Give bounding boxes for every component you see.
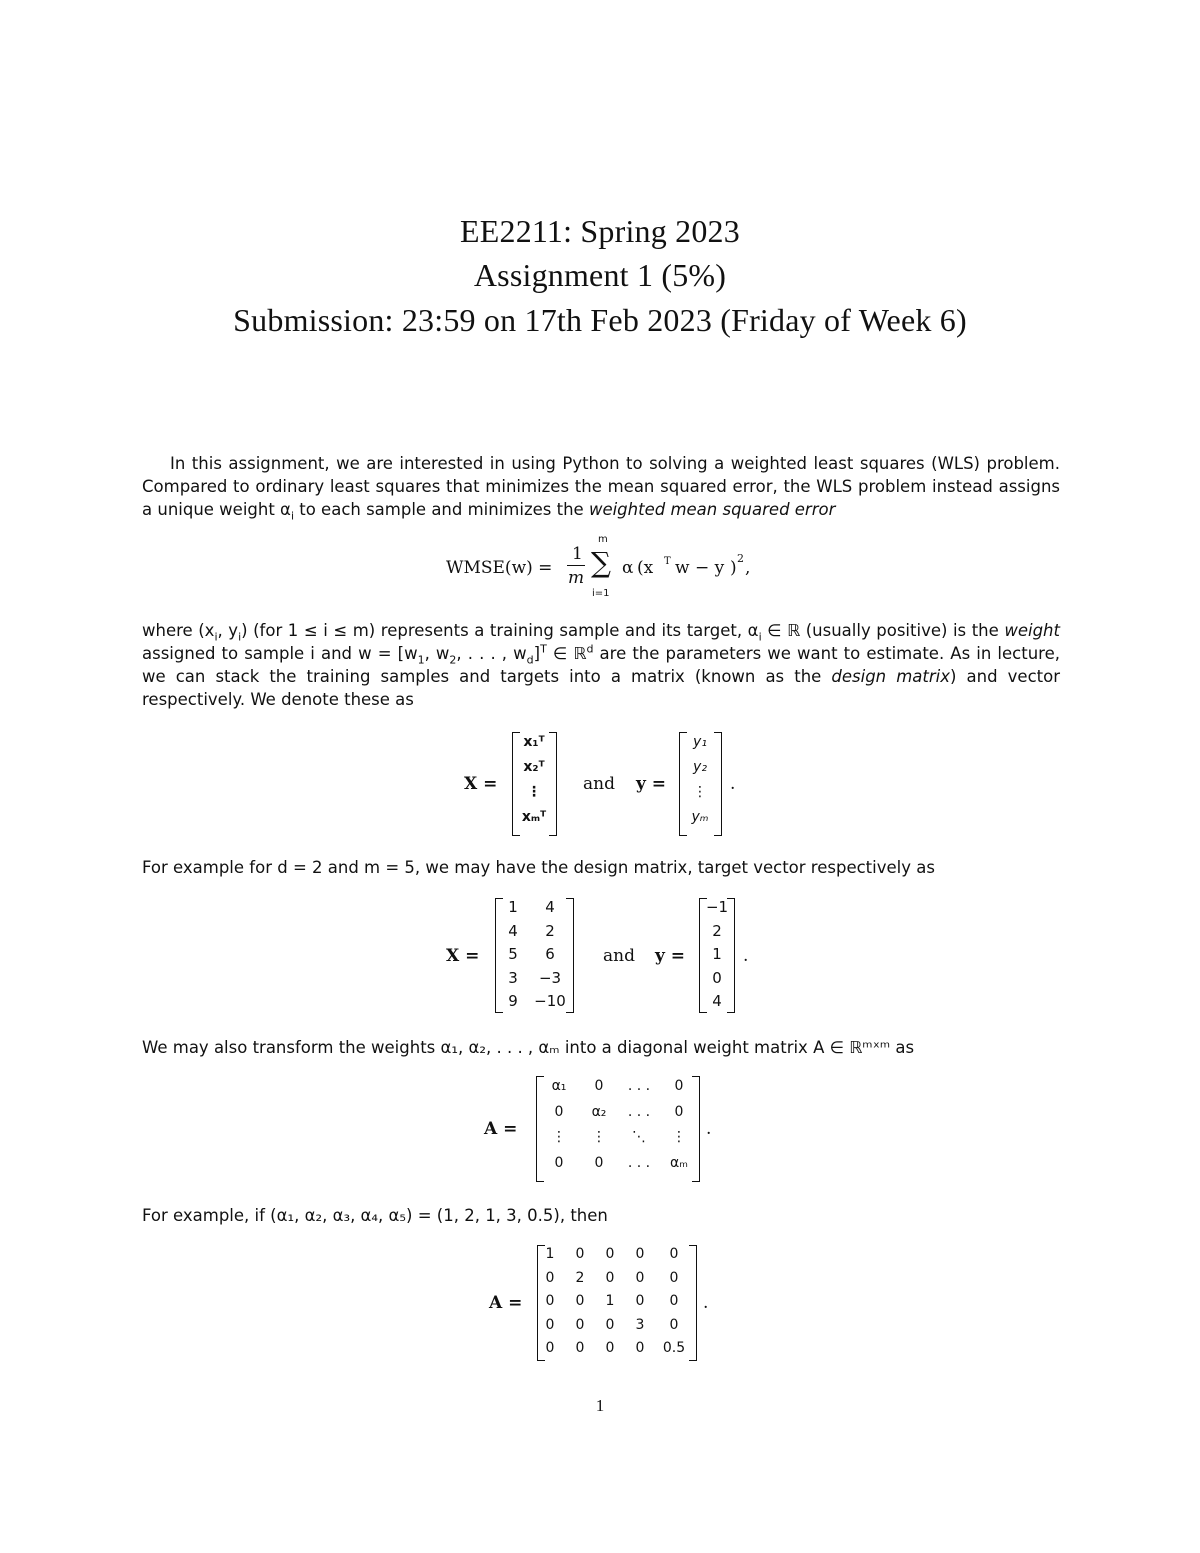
para2-sub-d: d	[526, 653, 534, 667]
X-cell: −10	[534, 992, 566, 1010]
A-example-label: A =	[489, 1293, 523, 1313]
weights-text: We may also transform the weights α₁, α₂, . . . , αₘ into a diagonal weight matrix A ∈ ℝᵐˣᵐ as	[142, 1038, 915, 1057]
wmse-sum-top: m	[598, 534, 608, 545]
X-example-col1	[498, 896, 528, 1014]
para2-sup-T: T	[540, 642, 547, 656]
A-ex-cell: 0	[605, 1269, 615, 1286]
X-cell: 9	[508, 992, 518, 1010]
y-def-label: y =	[636, 774, 667, 794]
A-cell: αₘ	[670, 1154, 688, 1171]
para2-sub-1: 1	[417, 653, 425, 667]
A-general-row	[539, 1074, 699, 1100]
A-ex-cell: 3	[635, 1316, 645, 1333]
A-cell: 0	[674, 1078, 684, 1094]
A-ex-cell: 0.5	[662, 1340, 686, 1357]
para2-h: , . . . , w	[456, 644, 527, 663]
X-def-label: X =	[464, 774, 498, 794]
A-ex-cell: 1	[545, 1246, 555, 1262]
para2-design-matrix-em: design matrix	[831, 667, 951, 686]
A-ex-cell: 0	[605, 1340, 615, 1357]
A-cell: α₁	[551, 1078, 567, 1094]
X-cell: 2	[545, 921, 555, 940]
para2-f: assigned to sample i and w = [w	[142, 644, 418, 663]
title-course: EE2211: Spring 2023	[460, 213, 740, 249]
A-general-row	[539, 1125, 699, 1151]
A-cell: 0	[594, 1078, 604, 1094]
A-cell: 0	[554, 1103, 564, 1120]
A-general-row	[539, 1100, 699, 1126]
X-example-right-bracket	[566, 898, 574, 1013]
X-cell: 4	[545, 898, 555, 916]
y-cell: 1	[712, 945, 722, 963]
wmse-equation	[446, 534, 766, 602]
y-def-row: y₁	[693, 734, 707, 750]
matrix-def-period: .	[730, 774, 736, 794]
X-def-row: xₘᵀ	[521, 809, 547, 825]
A-ex-cell: 2	[575, 1269, 585, 1286]
A-ex-cell: 0	[575, 1316, 585, 1333]
wmse-transpose: T	[664, 556, 671, 567]
y-def-row: y₂	[693, 759, 707, 775]
X-def-column	[518, 730, 550, 830]
A-general-label: A =	[484, 1119, 518, 1139]
A-example-row	[535, 1314, 695, 1338]
A-example-right-bracket	[689, 1245, 697, 1361]
title-submission: Submission: 23:59 on 17th Feb 2023 (Friday of Week 6)	[233, 302, 967, 338]
X-example-col2	[530, 896, 570, 1014]
A-ex-cell: 0	[545, 1316, 555, 1333]
A-cell: 0	[594, 1154, 604, 1171]
X-cell: 5	[508, 945, 518, 963]
A-cell: ⋮	[672, 1129, 686, 1145]
X-cell: 6	[545, 945, 555, 963]
A-example-body	[535, 1243, 695, 1361]
A-ex-cell: 0	[635, 1340, 645, 1357]
A-ex-cell: 0	[635, 1293, 645, 1310]
A-example-matrix	[489, 1243, 729, 1363]
A-cell: ⋮	[592, 1129, 606, 1145]
intro-sub: i	[290, 509, 294, 523]
para2-b: , y	[217, 621, 239, 640]
intro-text-b: to each sample and minimizes the	[294, 500, 589, 519]
A-ex-cell: 0	[669, 1269, 679, 1286]
A-cell: ⋱	[632, 1129, 646, 1145]
X-example-label: X =	[446, 946, 480, 966]
para2-sub-i3: i	[758, 630, 762, 644]
para2-sub-2: 2	[449, 653, 457, 667]
wmse-frac-den: m	[568, 568, 585, 588]
intro-paragraph	[142, 452, 1060, 521]
A-ex-cell: 0	[605, 1316, 615, 1333]
A-ex-cell: 0	[635, 1269, 645, 1286]
definitions-paragraph	[142, 619, 1060, 711]
X-def-row: ⋮	[527, 784, 541, 800]
y-cell: 4	[712, 992, 722, 1010]
y-cell: −1	[705, 898, 729, 916]
wmse-frac-num: 1	[572, 544, 583, 564]
example1-matrices	[446, 896, 766, 1016]
para2-sup-d: d	[586, 642, 594, 656]
y-cell: 0	[712, 968, 722, 987]
and-word: and	[603, 946, 635, 966]
para2-sub-i2: i	[238, 630, 242, 644]
para2-k: are the parameters we want to estimate. As in lecture, we can stack the training samples and targets into a matrix (known as the	[142, 644, 1060, 686]
X-def-row: x₁ᵀ	[523, 734, 545, 750]
y-def-row: yₘ	[691, 809, 709, 825]
example1-text: For example for d = 2 and m = 5, we may have the design matrix, target vector respectively as	[142, 858, 935, 877]
y-example-label: y =	[655, 946, 686, 966]
A-ex-cell: 0	[669, 1293, 679, 1310]
A-cell: ⋮	[552, 1129, 566, 1145]
A-ex-cell: 0	[545, 1340, 555, 1357]
wmse-square: 2	[737, 552, 744, 565]
A-ex-cell: 0	[575, 1293, 585, 1310]
wmse-frac-bar	[567, 565, 585, 566]
para2-d: ∈ ℝ (usually positive) is the	[761, 621, 1005, 640]
A-general-body	[539, 1074, 699, 1176]
A-example-row	[535, 1290, 695, 1314]
wmse-close: )	[730, 558, 737, 578]
A-example-row	[535, 1337, 695, 1361]
A-ex-cell: 0	[635, 1246, 645, 1262]
wmse-sum-bot: i=1	[592, 588, 610, 599]
X-def-row: x₂ᵀ	[523, 759, 545, 775]
title-assignment: Assignment 1 (5%)	[473, 257, 727, 293]
example2-text: For example, if (α₁, α₂, α₃, α₄, α₅) = (1, 2, 1, 3, 0.5), then	[142, 1206, 608, 1225]
A-cell: . . .	[627, 1154, 651, 1171]
A-cell: . . .	[627, 1103, 651, 1120]
A-ex-cell: 0	[545, 1293, 555, 1310]
para2-m: ) and vector respectively. We denote these as	[142, 667, 1060, 709]
A-cell: α₂	[591, 1103, 607, 1120]
para2-a: where (x	[142, 621, 215, 640]
intro-emphasis: weighted mean squared error	[588, 500, 836, 519]
A-cell: . . .	[627, 1078, 651, 1094]
A-ex-cell: 0	[605, 1246, 615, 1262]
A-general-period: .	[706, 1119, 712, 1139]
X-cell: 4	[508, 921, 518, 940]
sigma-icon: ∑	[591, 546, 611, 579]
matrix-definition	[460, 730, 760, 840]
para2-c: ) (for 1 ≤ i ≤ m) represents a training sample and its target, α	[241, 621, 759, 640]
A-cell: 0	[674, 1103, 684, 1120]
para2-j: ∈ ℝ	[546, 644, 587, 663]
A-cell: 0	[554, 1154, 564, 1171]
X-cell: −3	[538, 968, 562, 987]
X-cell: 3	[508, 968, 518, 987]
A-ex-cell: 1	[605, 1293, 615, 1310]
para2-i: ]	[533, 644, 541, 663]
A-ex-cell: 0	[575, 1246, 585, 1262]
para2-g: , w	[424, 644, 450, 663]
example1-period: .	[743, 946, 749, 966]
A-general-right-bracket	[692, 1076, 700, 1182]
wmse-x: (x	[637, 558, 654, 578]
A-ex-cell: 0	[669, 1246, 679, 1262]
wmse-end: w − y	[675, 558, 725, 578]
y-def-row: ⋮	[693, 784, 707, 800]
A-ex-cell: 0	[669, 1316, 679, 1333]
A-example-row	[535, 1243, 695, 1267]
X-def-right-bracket	[549, 732, 557, 836]
A-example-period: .	[703, 1293, 709, 1313]
y-def-right-bracket	[714, 732, 722, 836]
intro-text: In this assignment, we are interested in using Python to solving a weighted least squares (WLS) problem. Compared to ordinary least squares that minimizes the mean squared error, the WLS problem instead assigns a unique weight α	[142, 454, 1060, 519]
X-cell: 1	[508, 898, 518, 916]
y-cell: 2	[712, 921, 722, 940]
para2-sub-i: i	[214, 630, 218, 644]
A-general-matrix	[484, 1074, 724, 1184]
wmse-lhs: WMSE(w) =	[446, 558, 553, 578]
A-example-row	[535, 1267, 695, 1291]
y-example-right-bracket	[727, 898, 735, 1013]
A-ex-cell: 0	[545, 1269, 555, 1286]
wmse-alpha: α	[622, 558, 634, 578]
para2-weight-em: weight	[1004, 621, 1060, 640]
A-ex-cell: 0	[575, 1340, 585, 1357]
and-word: and	[583, 774, 615, 794]
A-general-row	[539, 1151, 699, 1177]
wmse-comma: ,	[745, 558, 751, 578]
page-number: 1	[595, 1396, 605, 1415]
y-def-column	[684, 730, 716, 830]
